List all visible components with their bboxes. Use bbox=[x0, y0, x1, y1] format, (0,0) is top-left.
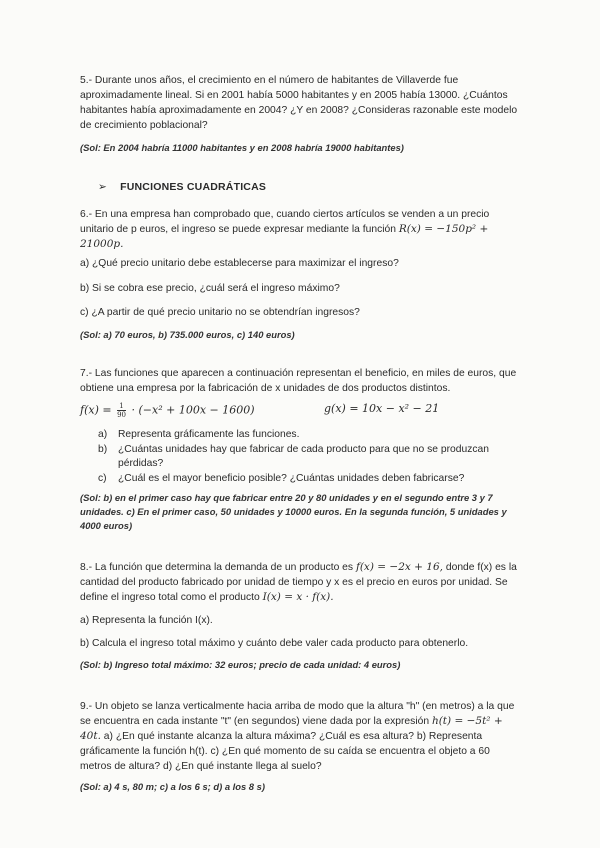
problem-8-formula-income: I(x) = x · f(x). bbox=[262, 591, 334, 603]
problem-8-question-a: a) Representa la función I(x). bbox=[80, 615, 213, 626]
function-g bbox=[324, 402, 439, 415]
problem-6-question-a: a) ¿Qué precio unitario debe establecerse para maximizar el ingreso? bbox=[80, 258, 399, 269]
problem-8-intro-text-1: 8.- La función que determina la demanda de un producto es bbox=[80, 562, 354, 573]
problem-8-question-b: b) Calcula el ingreso total máximo y cuánto debe valer cada producto para obtenerlo. bbox=[80, 638, 469, 649]
function-f-rhs: · (−x² + 100x − 1600) bbox=[131, 403, 255, 417]
list-item-label: c) bbox=[98, 473, 107, 484]
fraction bbox=[117, 402, 126, 419]
problem-6-question-b: b) Si se cobra ese precio, ¿cuál será el ingreso máximo? bbox=[80, 283, 340, 294]
problem-6-solution: (Sol: a) 70 euros, b) 735.000 euros, c) 140 euros) bbox=[80, 329, 295, 340]
arrow-bullet-icon: ➢ bbox=[98, 181, 107, 193]
problem-7-questions bbox=[98, 428, 518, 487]
list-item-text: Representa gráficamente las funciones. bbox=[118, 429, 300, 440]
problem-8-intro bbox=[80, 560, 520, 605]
problem-6-intro-text: 6.- En una empresa han comprobado que, cuando ciertos artículos se venden a un precio unitario de p euros, el ingreso se puede expresar mediante la función bbox=[80, 209, 490, 235]
problem-7-intro: 7.- Las funciones que aparecen a continuación representan el beneficio, en miles de euros, que obtiene una empresa por la fabricación de x unidades de dos productos distintos. bbox=[80, 368, 517, 394]
problem-5 bbox=[80, 73, 520, 133]
problem-9-intro-text-2: a) ¿En qué instante alcanza la altura máxima? ¿Cuál es esa altura? b) Representa gráficamente la función h(t). c) ¿En qué momento de su caída se encuentra el objeto a 60 metros de altura? d) ¿En qué instante llega al suelo? bbox=[80, 731, 490, 772]
list-item bbox=[98, 428, 518, 442]
problem-6-intro bbox=[80, 207, 520, 252]
function-f bbox=[80, 402, 255, 419]
problem-6-formula: R(x) = −150p² + 21000p. bbox=[80, 223, 489, 250]
function-f-lhs: f(x) = bbox=[80, 403, 112, 417]
section-title: FUNCIONES CUADRÁTICAS bbox=[120, 181, 267, 193]
problem-9-intro bbox=[80, 699, 520, 774]
problem-9-intro-text-1: 9.- Un objeto se lanza verticalmente hacia arriba de modo que la altura "h" (en metros) a la que se encuentra en cada instante "t" (en segundos) viene dada por la expresión bbox=[80, 701, 515, 727]
fraction-numerator: 1 bbox=[117, 402, 126, 411]
fraction-denominator: 90 bbox=[117, 411, 126, 419]
problem-8-intro-text-2: donde f(x) es la cantidad del producto fabricado por unidad de tiempo y x es el precio en euros por unidad. Se define el ingreso total como el producto bbox=[80, 562, 517, 603]
problem-7-formulas bbox=[80, 399, 520, 421]
section-heading bbox=[98, 181, 266, 193]
list-item-label: a) bbox=[98, 429, 108, 440]
problem-8-formula-demand: f(x) = −2x + 16, bbox=[355, 561, 443, 573]
list-item-label: b) bbox=[98, 444, 108, 455]
problem-6-question-c: c) ¿A partir de qué precio unitario no se obtendrían ingresos? bbox=[80, 307, 360, 318]
problem-8-solution: (Sol: b) Ingreso total máximo: 32 euros; precio de cada unidad: 4 euros) bbox=[80, 659, 401, 670]
problem-9-solution: (Sol: a) 4 s, 80 m; c) a los 6 s; d) a los 8 s) bbox=[80, 781, 265, 792]
list-item-text: ¿Cuál es el mayor beneficio posible? ¿Cuántas unidades deben fabricarse? bbox=[118, 473, 465, 484]
problem-5-text: 5.- Durante unos años, el crecimiento en el número de habitantes de Villaverde fue aproximadamente lineal. Si en 2001 había 5000 habitantes y en 2005 había 13000. ¿Cuántos habitantes había aproximadamente en 2004? ¿Y en 2008? ¿Consideras razonable este modelo de crecimiento poblacional? bbox=[80, 75, 518, 131]
list-item bbox=[98, 443, 518, 471]
list-item-text: ¿Cuántas unidades hay que fabricar de cada producto para que no se produzcan pérdidas? bbox=[118, 444, 489, 469]
problem-6 bbox=[80, 207, 520, 252]
problem-7-solution: (Sol: b) en el primer caso hay que fabricar entre 20 y 80 unidades y en el segundo entre 3 y 7 unidades. c) En el primer caso, 50 unidades y 10000 euros. En la segunda función, 5 unidades y 4000 euros) bbox=[80, 492, 507, 531]
list-item bbox=[98, 472, 518, 486]
problem-9-formula: h(t) = −5t² + 40t. bbox=[80, 715, 503, 742]
problem-5-solution: (Sol: En 2004 habría 11000 habitantes y en 2008 habría 19000 habitantes) bbox=[80, 142, 404, 153]
function-g-text: g(x) = 10x − x² − 21 bbox=[324, 402, 440, 415]
